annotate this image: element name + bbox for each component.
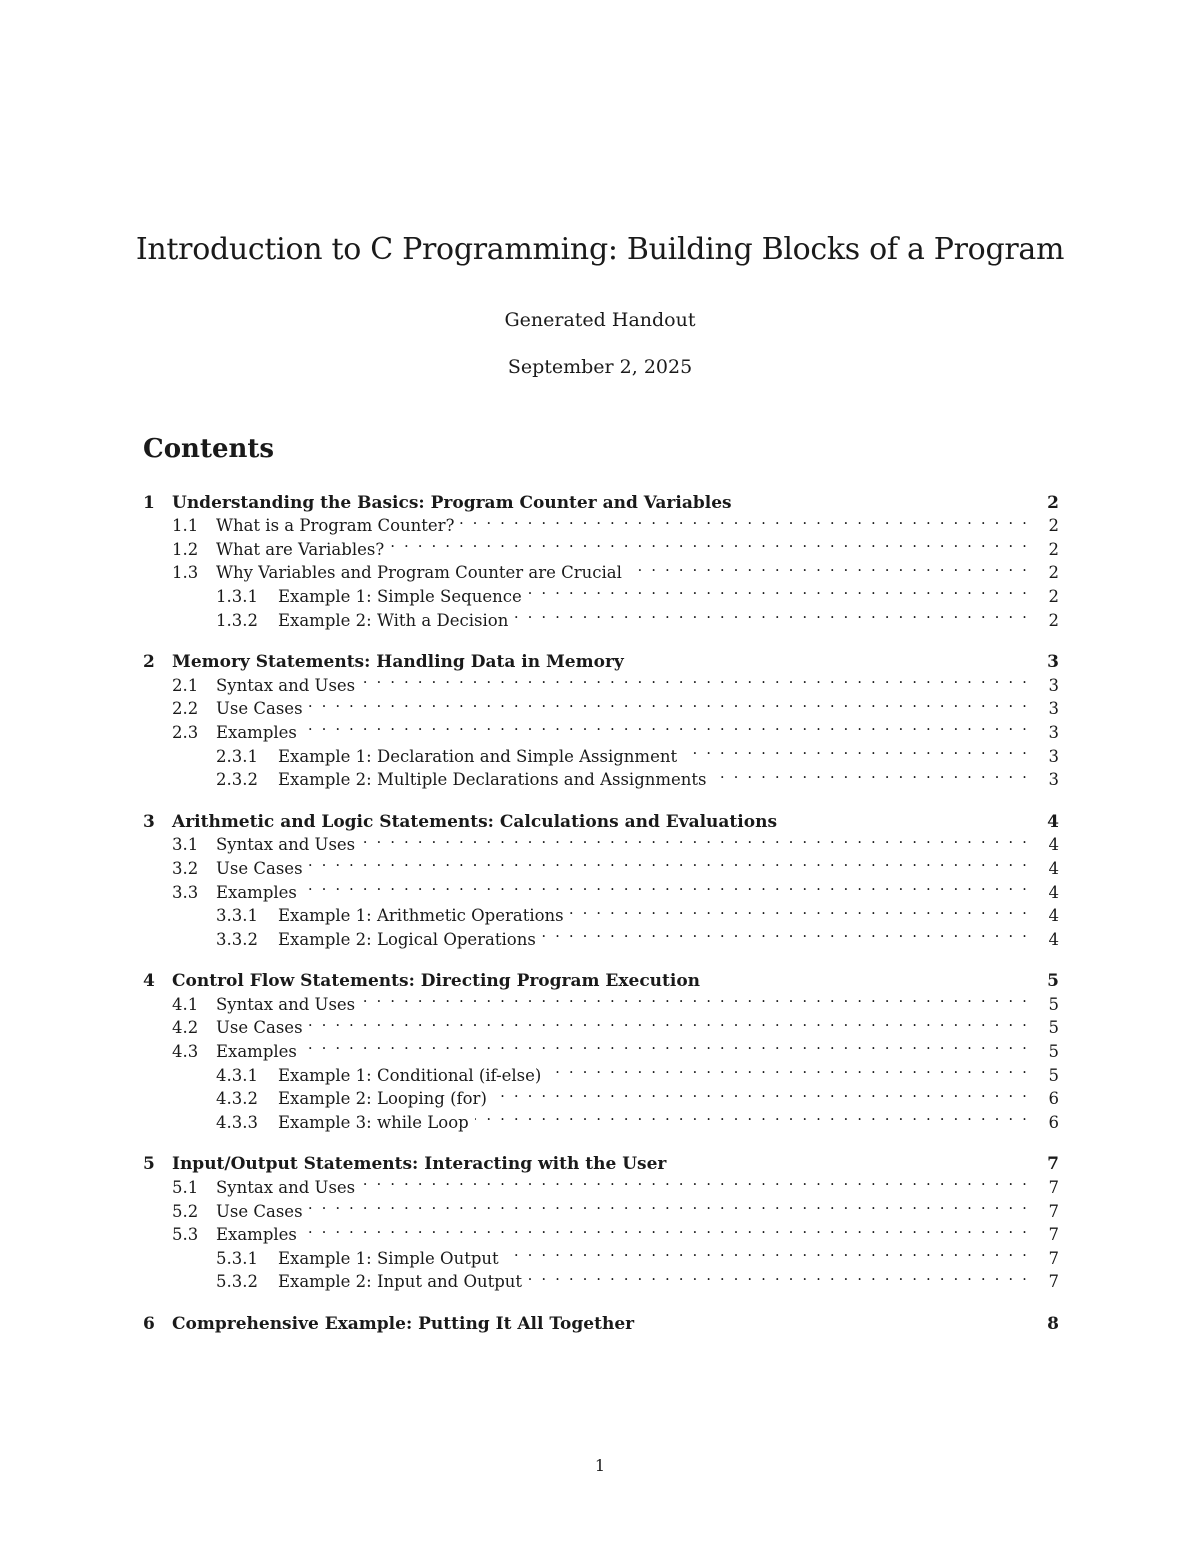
toc-entry-number: 4.3.3 (216, 1112, 258, 1132)
toc-entry-title[interactable]: Use Cases (216, 1018, 303, 1038)
toc-dot-leader (361, 667, 1029, 691)
toc-dot-leader (493, 1081, 1029, 1105)
toc-entry-number: 3.3.2 (216, 929, 258, 949)
toc-entry[interactable] (143, 1264, 1059, 1292)
toc-entry-number: 1.3.1 (216, 586, 258, 606)
toc-dot-leader (303, 874, 1029, 898)
toc-entry-number: 1.2 (172, 539, 199, 559)
toc-entry-number: 2 (143, 652, 155, 673)
toc-section-entry[interactable] (143, 484, 1059, 513)
toc-dot-leader (309, 1010, 1029, 1034)
toc-entry-page: 6 (1048, 1089, 1059, 1109)
toc-entry-page: 2 (1048, 610, 1059, 630)
toc-entry[interactable] (143, 1169, 1059, 1198)
toc-entry-title[interactable]: Comprehensive Example: Putting It All Together (172, 1314, 635, 1334)
toc-section-entry[interactable] (143, 1146, 1059, 1175)
toc-dot-leader (390, 531, 1029, 555)
toc-dot-leader (628, 555, 1029, 579)
toc-entry-number: 3.3 (172, 882, 199, 902)
toc-dot-leader (713, 762, 1029, 786)
toc-entry-page: 2 (1048, 539, 1059, 559)
toc-entry-page: 4 (1048, 882, 1059, 902)
toc-entry-title[interactable]: Understanding the Basics: Program Counter and Variables (172, 492, 732, 513)
toc-entry[interactable] (143, 691, 1059, 719)
toc-entry-title[interactable]: Example 1: Simple Sequence (278, 586, 522, 606)
toc-entry-number: 5.2 (172, 1201, 199, 1221)
toc-entry-number: 5.3 (172, 1225, 199, 1245)
toc-dot-leader (570, 898, 1029, 922)
toc-entry-title[interactable]: Example 2: With a Decision (278, 610, 509, 630)
toc-entry-page: 3 (1048, 722, 1059, 742)
toc-entry-page: 5 (1048, 994, 1059, 1014)
toc-entry[interactable] (143, 578, 1059, 606)
toc-entry-page: 3 (1047, 652, 1059, 673)
toc-entry[interactable] (143, 714, 1059, 742)
toc-entry-title[interactable]: Memory Statements: Handling Data in Memory (172, 652, 624, 673)
toc-entry-number: 6 (143, 1314, 155, 1334)
toc-entry[interactable] (143, 531, 1059, 559)
toc-entry-page: 5 (1048, 1042, 1059, 1062)
toc-entry[interactable] (143, 1081, 1059, 1109)
toc-entry-number: 2.3.2 (216, 770, 258, 790)
toc-entry[interactable] (143, 986, 1059, 1014)
toc-dot-leader (783, 803, 1029, 827)
toc-dot-leader (630, 644, 1029, 668)
toc-dot-leader (640, 1305, 1029, 1329)
toc-entry-title[interactable]: Example 1: Simple Output (278, 1248, 499, 1268)
document-date: September 2, 2025 (507, 356, 693, 378)
toc-entry-number: 2.1 (172, 675, 199, 695)
toc-entry-page: 6 (1048, 1112, 1059, 1132)
toc-entry[interactable] (143, 667, 1059, 695)
toc-entry[interactable] (143, 850, 1059, 878)
toc-dot-leader (303, 1217, 1029, 1241)
toc-entry-title[interactable]: Use Cases (216, 858, 303, 878)
toc-dot-leader (528, 578, 1029, 602)
toc-dot-leader (514, 602, 1029, 626)
toc-entry-title[interactable]: Examples (216, 882, 297, 902)
toc-section (143, 1146, 1059, 1292)
page-number: 1 (594, 1456, 606, 1475)
toc-section-entry[interactable] (143, 963, 1059, 992)
toc-entry[interactable] (143, 1057, 1059, 1085)
toc-entry[interactable] (143, 898, 1059, 926)
toc-dot-leader (303, 714, 1029, 738)
toc-entry-page: 4 (1048, 858, 1059, 878)
toc-section-entry[interactable] (143, 644, 1059, 673)
toc-entry-number: 2.2 (172, 699, 199, 719)
toc-dot-leader (475, 1104, 1029, 1128)
toc-entry-page: 4 (1048, 835, 1059, 855)
toc-entry-title[interactable]: Use Cases (216, 1201, 303, 1221)
toc-entry[interactable] (143, 921, 1059, 949)
toc-entry-title[interactable]: Syntax and Uses (216, 835, 356, 855)
toc-entry-number: 4.3.1 (216, 1065, 258, 1085)
toc-entry-title[interactable]: Control Flow Statements: Directing Program Execution (172, 971, 701, 992)
toc-section (143, 1305, 1059, 1334)
toc-entry[interactable] (143, 1104, 1059, 1132)
toc-entry-title[interactable]: Examples (216, 1225, 297, 1245)
toc-entry[interactable] (143, 738, 1059, 766)
toc-entry-title[interactable]: What is a Program Counter? (216, 516, 455, 536)
table-of-contents (143, 484, 1059, 1347)
toc-entry-number: 1 (143, 492, 155, 513)
toc-entry-number: 4.2 (172, 1018, 199, 1038)
toc-entry-number: 5.3.1 (216, 1248, 258, 1268)
toc-dot-leader (309, 691, 1029, 715)
toc-dot-leader (460, 508, 1029, 532)
toc-entry-page: 2 (1048, 586, 1059, 606)
toc-entry-number: 4.1 (172, 994, 199, 1014)
toc-entry-page: 8 (1047, 1314, 1059, 1334)
toc-section (143, 963, 1059, 1132)
toc-dot-leader (505, 1240, 1029, 1264)
toc-entry-title[interactable]: Example 1: Arithmetic Operations (278, 906, 564, 926)
toc-dot-leader (738, 484, 1029, 508)
toc-entry-page: 2 (1047, 492, 1059, 513)
toc-section (143, 803, 1059, 949)
toc-entry-title[interactable]: Example 3: while Loop (278, 1112, 469, 1132)
toc-dot-leader (361, 986, 1029, 1010)
toc-entry-number: 1.1 (172, 516, 199, 536)
toc-dot-leader (309, 850, 1029, 874)
toc-entry[interactable] (143, 827, 1059, 855)
toc-section (143, 484, 1059, 630)
toc-entry-page: 3 (1048, 699, 1059, 719)
toc-entry-title[interactable]: Example 2: Input and Output (278, 1272, 523, 1292)
toc-entry-title[interactable]: Why Variables and Program Counter are Crucial (216, 563, 622, 583)
toc-entry-number: 5.1 (172, 1178, 199, 1198)
toc-entry-title[interactable]: What are Variables? (216, 539, 385, 559)
toc-entry[interactable] (143, 602, 1059, 630)
toc-section-entry[interactable] (143, 1305, 1059, 1334)
toc-entry-number: 3 (143, 811, 155, 832)
toc-entry-number: 4.3.2 (216, 1089, 258, 1109)
toc-entry-page: 3 (1048, 746, 1059, 766)
toc-entry-title[interactable]: Input/Output Statements: Interacting with the User (172, 1154, 667, 1175)
toc-dot-leader (528, 1264, 1029, 1288)
toc-entry[interactable] (143, 555, 1059, 583)
toc-entry[interactable] (143, 1217, 1059, 1245)
toc-entry-number: 1.3.2 (216, 610, 258, 630)
toc-entry-page: 4 (1048, 929, 1059, 949)
toc-entry-number: 2.3 (172, 722, 199, 742)
toc-entry-page: 7 (1048, 1201, 1059, 1221)
toc-dot-leader (361, 1169, 1029, 1193)
toc-entry-page: 3 (1048, 770, 1059, 790)
toc-entry-title[interactable]: Syntax and Uses (216, 675, 356, 695)
toc-entry-page: 7 (1048, 1178, 1059, 1198)
toc-entry[interactable] (143, 874, 1059, 902)
toc-dot-leader (672, 1146, 1029, 1170)
toc-entry-title[interactable]: Use Cases (216, 699, 303, 719)
toc-entry[interactable] (143, 762, 1059, 790)
toc-dot-leader (361, 827, 1029, 851)
document-author: Generated Handout (504, 309, 696, 331)
toc-entry-title[interactable]: Example 2: Multiple Declarations and Assignments (278, 770, 707, 790)
toc-section-entry[interactable] (143, 803, 1059, 832)
toc-entry-page: 7 (1048, 1225, 1059, 1245)
toc-entry-page: 2 (1048, 516, 1059, 536)
toc-entry-page: 5 (1047, 971, 1059, 992)
toc-section (143, 644, 1059, 790)
toc-dot-leader (309, 1193, 1029, 1217)
toc-entry-page: 2 (1048, 563, 1059, 583)
toc-entry-number: 3.2 (172, 858, 199, 878)
document-title: Introduction to C Programming: Building Blocks of a Program (135, 232, 1065, 267)
toc-entry-number: 5.3.2 (216, 1272, 258, 1292)
toc-entry-number: 2.3.1 (216, 746, 258, 766)
toc-entry[interactable] (143, 508, 1059, 536)
toc-entry-title[interactable]: Examples (216, 1042, 297, 1062)
toc-entry-title[interactable]: Arithmetic and Logic Statements: Calculations and Evaluations (172, 811, 778, 832)
toc-entry-title[interactable]: Example 2: Logical Operations (278, 929, 536, 949)
toc-entry[interactable] (143, 1033, 1059, 1062)
toc-entry-number: 3.1 (172, 835, 199, 855)
toc-entry-page: 4 (1047, 811, 1059, 832)
toc-dot-leader (542, 921, 1029, 945)
toc-entry[interactable] (143, 1193, 1059, 1221)
toc-entry-page: 5 (1048, 1018, 1059, 1038)
toc-heading: Contents (143, 434, 275, 464)
toc-entry-title[interactable]: Example 2: Looping (for) (278, 1089, 487, 1109)
toc-entry-number: 5 (143, 1154, 155, 1175)
toc-entry-title[interactable]: Examples (216, 722, 297, 742)
toc-entry-title[interactable]: Syntax and Uses (216, 994, 356, 1014)
toc-dot-leader (547, 1057, 1029, 1081)
toc-entry-page: 3 (1048, 675, 1059, 695)
toc-entry-number: 3.3.1 (216, 906, 258, 926)
toc-entry-page: 4 (1048, 906, 1059, 926)
toc-entry-page: 5 (1048, 1065, 1059, 1085)
toc-entry[interactable] (143, 1240, 1059, 1268)
toc-entry-title[interactable]: Example 1: Declaration and Simple Assignment (278, 746, 678, 766)
toc-dot-leader (683, 738, 1029, 762)
toc-dot-leader (303, 1033, 1029, 1057)
toc-entry-title[interactable]: Syntax and Uses (216, 1178, 356, 1198)
toc-entry[interactable] (143, 1010, 1059, 1038)
toc-entry-title[interactable]: Example 1: Conditional (if-else) (278, 1065, 542, 1085)
toc-entry-page: 7 (1047, 1154, 1059, 1175)
toc-entry-number: 4.3 (172, 1042, 199, 1062)
toc-dot-leader (706, 963, 1029, 987)
toc-entry-page: 7 (1048, 1272, 1059, 1292)
toc-entry-number: 4 (143, 971, 155, 992)
toc-entry-number: 1.3 (172, 563, 199, 583)
toc-entry-page: 7 (1048, 1248, 1059, 1268)
